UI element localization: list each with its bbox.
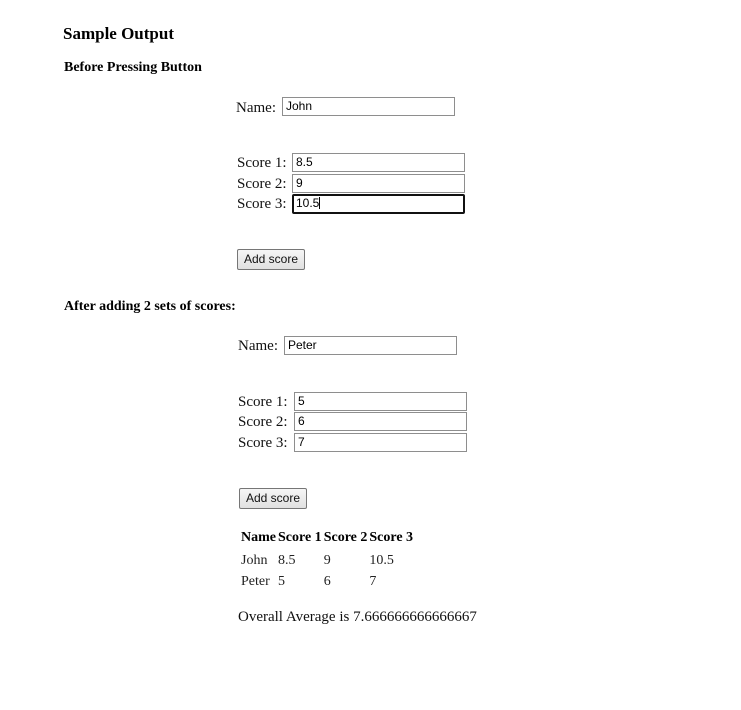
name-label: Name: [238,338,278,354]
name-input[interactable]: Peter [284,336,457,355]
score1-input[interactable]: 8.5 [292,153,465,172]
column-header: Name [241,530,276,545]
add-score-button[interactable]: Add score [239,488,307,509]
table-cell: 7 [369,574,377,589]
text-caret [319,197,320,209]
score2-label: Score 2: [238,414,288,430]
score3-label: Score 3: [238,435,288,451]
before-heading: Before Pressing Button [64,60,202,75]
add-score-button[interactable]: Add score [237,249,305,270]
table-cell: 5 [278,574,285,589]
table-cell: 8.5 [278,553,296,568]
table-header-row [241,529,415,550]
score2-input[interactable]: 6 [294,412,467,431]
column-header: Score 1 [278,530,322,545]
score3-input[interactable]: 7 [294,433,467,452]
table-cell: 6 [323,574,331,589]
score2-input[interactable]: 9 [292,174,465,193]
page-title: Sample Output [63,24,174,43]
column-header: Score 2 [323,530,368,545]
score3-input-value: 10.5 [296,196,320,210]
score1-label: Score 1: [237,155,287,171]
score3-input[interactable] [292,194,465,214]
score1-input[interactable]: 5 [294,392,467,411]
name-label: Name: [236,100,276,116]
overall-average: Overall Average is 7.666666666666667 [238,609,477,625]
table-cell: 10.5 [369,553,394,568]
table-cell: Peter [241,574,270,589]
table-row [241,550,415,571]
scores-table [241,529,415,592]
score2-label: Score 2: [237,176,287,192]
table-row [241,571,415,592]
score1-label: Score 1: [238,394,288,410]
after-heading: After adding 2 sets of scores: [64,299,236,314]
score3-label: Score 3: [237,196,287,212]
table-cell: 9 [323,553,331,568]
column-header: Score 3 [369,530,414,545]
name-input[interactable]: John [282,97,455,116]
table-cell: John [241,553,268,568]
